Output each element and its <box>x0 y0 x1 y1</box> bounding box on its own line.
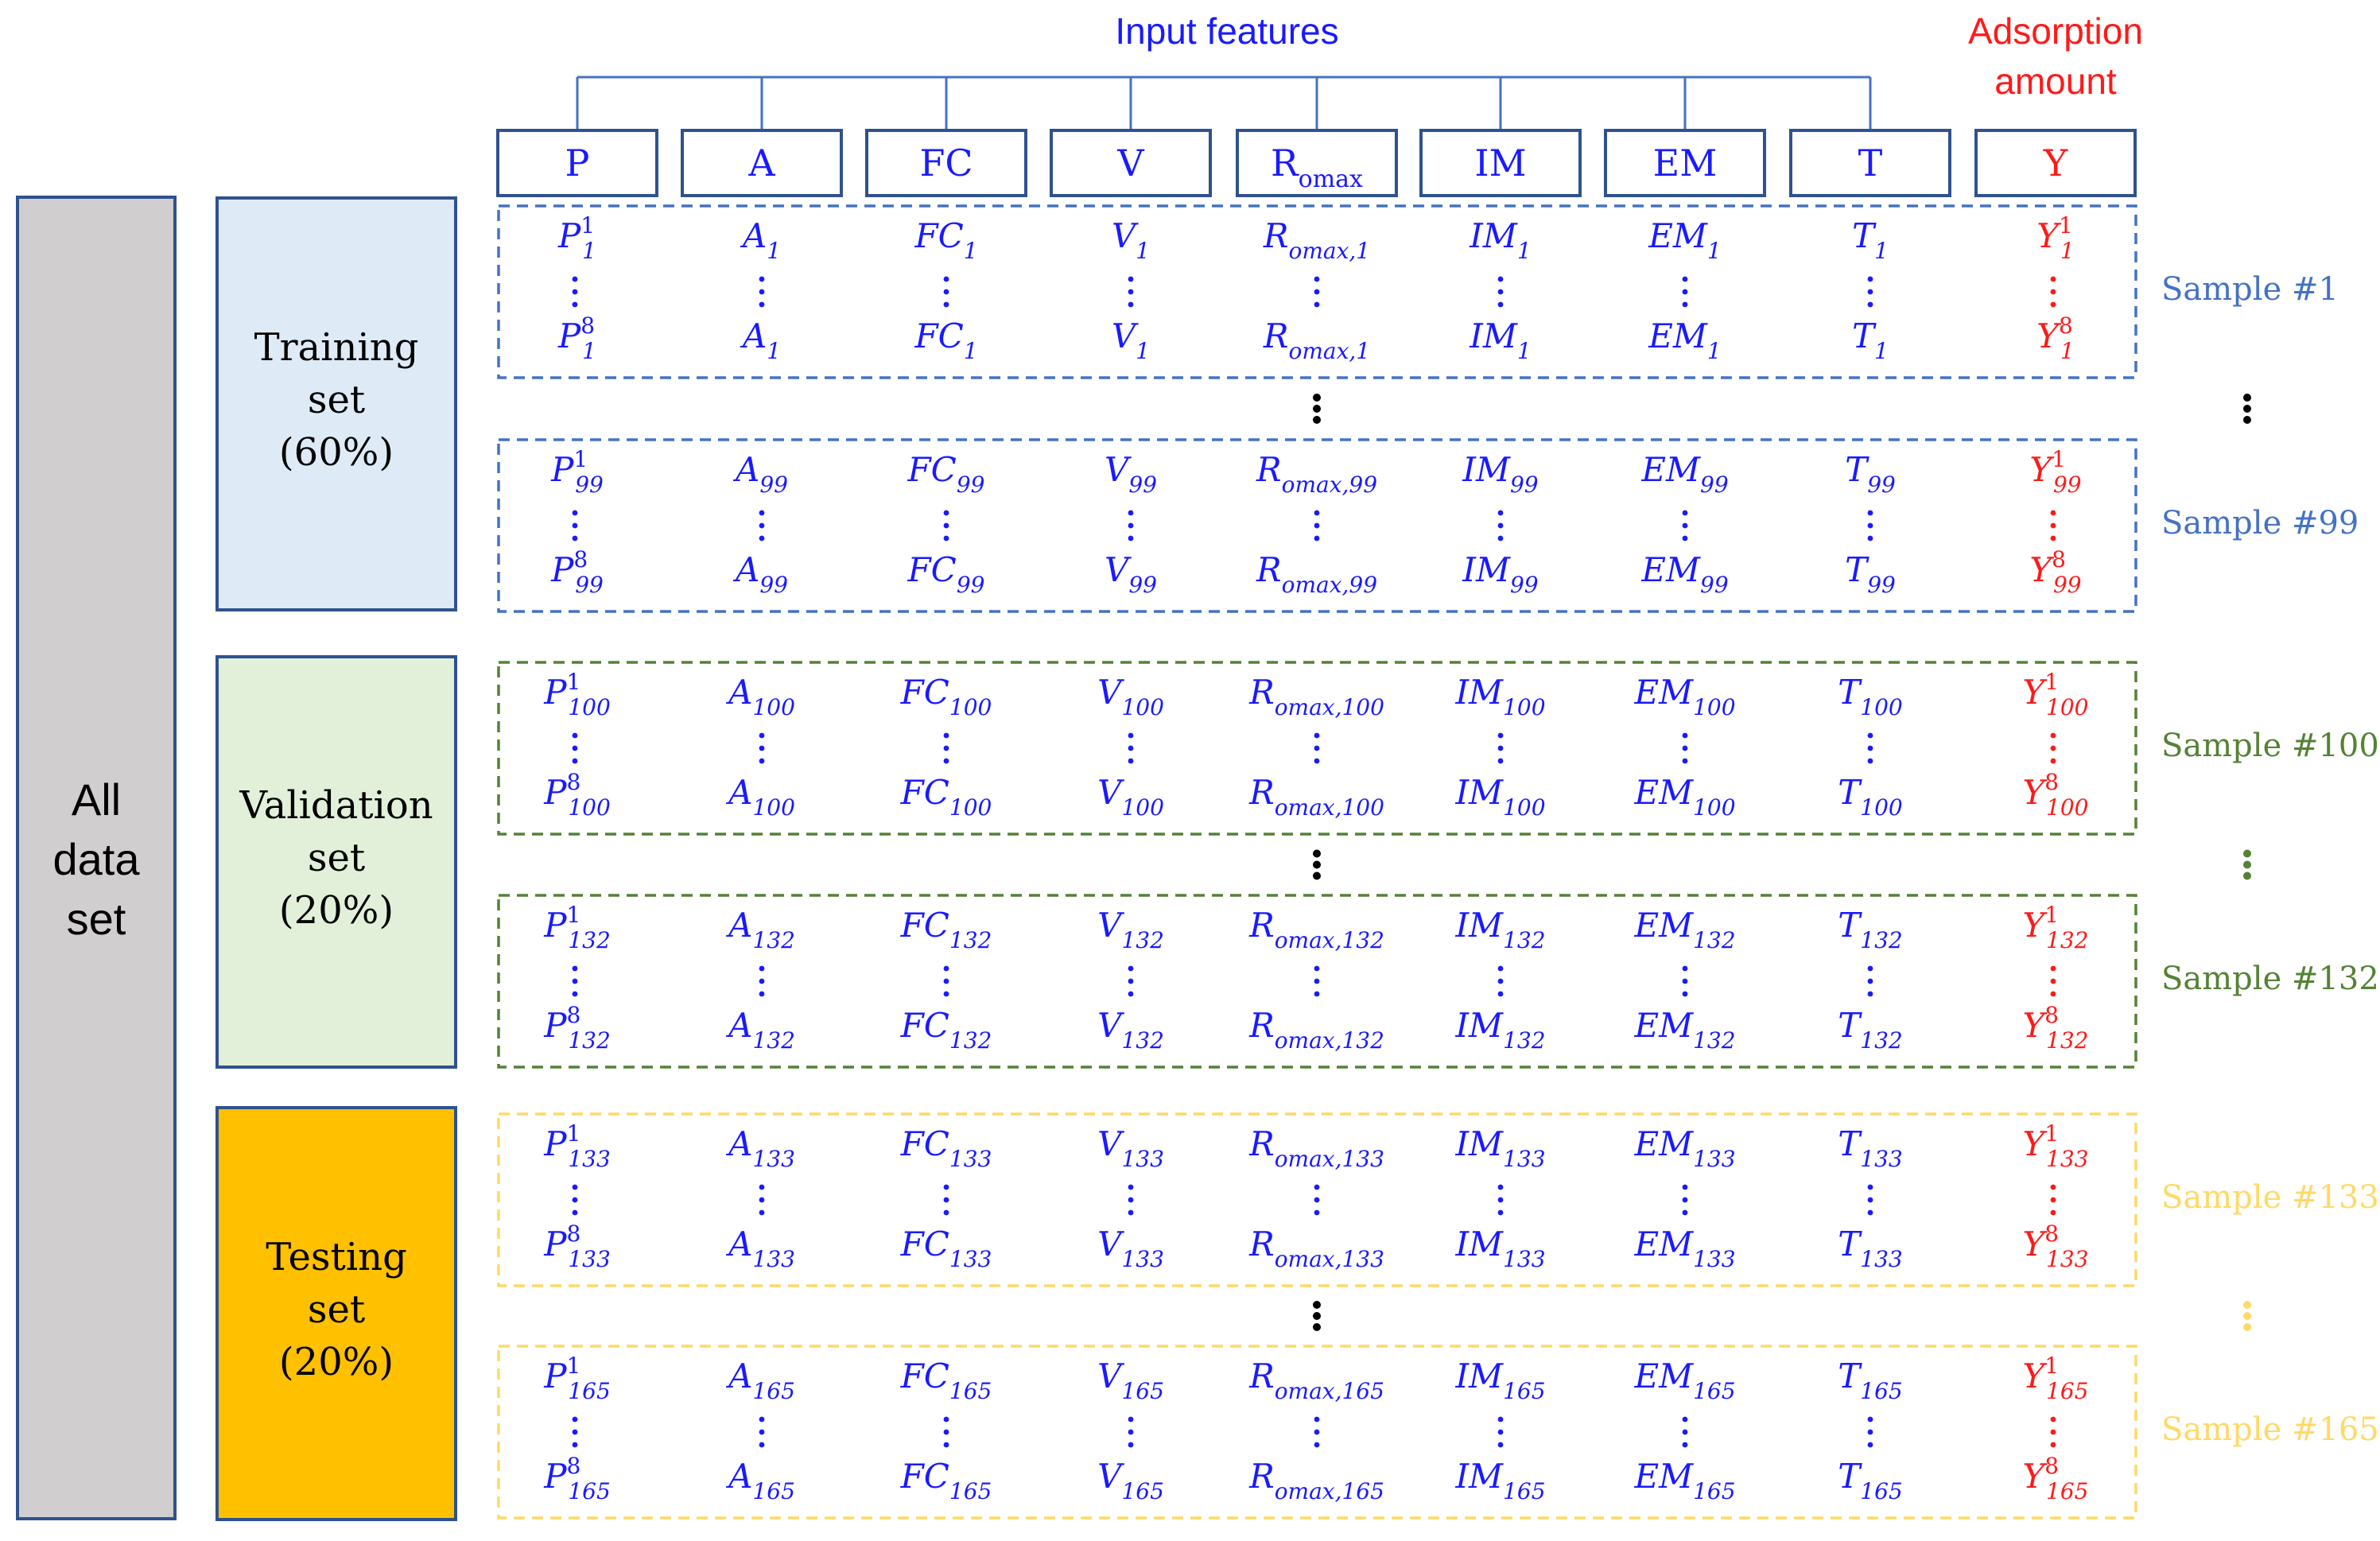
cell-v: $V_{99}$ <box>1105 550 1157 598</box>
cell-y: $Y^8$ 1 <box>2036 312 2075 364</box>
cell-im: $IM_{100}$ <box>1455 673 1546 720</box>
cell-fc: $FC_1$ <box>914 216 978 264</box>
input-features-title: Input features <box>1115 10 1339 52</box>
cell-ellipsis <box>2051 1417 2056 1448</box>
cell-a: $A_{132}$ <box>728 906 795 953</box>
input-features-bracket <box>577 77 1870 130</box>
cell-im: $IM_{165}$ <box>1455 1457 1546 1504</box>
cell-em: $EM_{133}$ <box>1634 1225 1736 1272</box>
cell-ellipsis <box>1128 1185 1134 1216</box>
cell-fc: $FC_1$ <box>914 316 978 364</box>
cell-t: $T_{100}$ <box>1838 773 1903 821</box>
sample-group-132 <box>499 895 2379 1067</box>
cell-ellipsis <box>1498 277 1504 308</box>
cell-ellipsis <box>573 510 578 541</box>
cell-ellipsis <box>1314 277 1320 308</box>
cell-ellipsis <box>573 277 578 308</box>
sample-groups <box>499 206 2379 1518</box>
cell-ellipsis <box>944 1417 949 1448</box>
cell-ellipsis <box>1868 1185 1873 1216</box>
cell-p: $P^1$ 132 <box>544 902 611 953</box>
sample-label: Sample #133 <box>2161 1179 2379 1216</box>
cell-a: $A_{132}$ <box>728 1006 795 1054</box>
column-header-p <box>498 130 657 196</box>
cell-y: $Y^8$ 165 <box>2022 1453 2089 1504</box>
cell-t: $T_{132}$ <box>1838 1006 1903 1054</box>
cell-t: $T_{132}$ <box>1838 906 1903 953</box>
cell-romax: $R_{omax,100}$ <box>1249 773 1384 821</box>
set-box-training <box>217 198 456 610</box>
column-headers <box>498 130 2135 196</box>
cell-ellipsis <box>1498 1417 1504 1448</box>
set-label-line: set <box>307 1287 366 1332</box>
cell-romax: $R_{omax,132}$ <box>1249 906 1384 953</box>
cell-t: $T_{133}$ <box>1838 1225 1903 1272</box>
set-label-line: Validation <box>239 783 433 828</box>
cell-em: $EM_{99}$ <box>1641 550 1729 598</box>
set-label-line: (20%) <box>278 888 394 933</box>
cell-p: $P^1$ 165 <box>544 1353 611 1404</box>
all-dataset-label-line2: data <box>52 834 140 884</box>
cell-ellipsis <box>759 1185 765 1216</box>
sample-label: Sample #165 <box>2161 1411 2379 1448</box>
cell-romax: $R_{omax,1}$ <box>1263 316 1371 364</box>
cell-y: $Y^1$ 1 <box>2036 212 2075 264</box>
cell-y: $Y^1$ 100 <box>2022 669 2089 720</box>
cell-ellipsis <box>1314 510 1320 541</box>
column-header-label: A <box>748 142 775 184</box>
cell-im: $IM_{133}$ <box>1455 1124 1546 1172</box>
sample-label-ellipsis <box>2243 1301 2251 1331</box>
cell-romax: $R_{omax,99}$ <box>1256 550 1378 598</box>
column-header-label: IM <box>1474 142 1527 184</box>
sample-label: Sample #99 <box>2161 505 2359 541</box>
set-box-validation <box>217 657 456 1067</box>
cell-p: $P^8$ 165 <box>544 1453 611 1504</box>
cell-ellipsis <box>1683 966 1688 997</box>
cell-v: $V_{133}$ <box>1097 1225 1164 1272</box>
cell-fc: $FC_{165}$ <box>900 1357 992 1404</box>
set-boxes <box>217 198 456 1520</box>
cell-p: $P^8$ 1 <box>558 312 596 364</box>
cell-y: $Y^1$ 165 <box>2022 1353 2089 1404</box>
cell-p: $P^8$ 99 <box>551 546 604 598</box>
column-header-label: V <box>1117 142 1144 184</box>
cell-ellipsis <box>1683 277 1688 308</box>
cell-im: $IM_{132}$ <box>1455 906 1546 953</box>
cell-ellipsis <box>573 1185 578 1216</box>
cell-a: $A_{100}$ <box>728 773 795 821</box>
cell-v: $V_{165}$ <box>1097 1357 1164 1404</box>
sample-label: Sample #1 <box>2161 271 2339 308</box>
cell-a: $A_{165}$ <box>728 1457 795 1504</box>
cell-romax: $R_{omax,1}$ <box>1263 216 1371 264</box>
cell-ellipsis <box>759 733 765 764</box>
cell-fc: $FC_{100}$ <box>900 773 992 821</box>
column-header-label: $R_{omax}$ <box>1271 142 1363 193</box>
cell-y: $Y^8$ 133 <box>2022 1221 2089 1272</box>
cell-em: $EM_{133}$ <box>1634 1124 1736 1172</box>
adsorption-title-line1: Adsorption <box>1968 10 2143 52</box>
sample-group-1 <box>499 206 2339 378</box>
cell-ellipsis <box>2051 966 2056 997</box>
cell-v: $V_{132}$ <box>1097 906 1164 953</box>
cell-y: $Y^1$ 132 <box>2022 902 2089 953</box>
cell-a: $A_{99}$ <box>736 450 788 498</box>
cell-t: $T_{133}$ <box>1838 1124 1903 1172</box>
cell-ellipsis <box>944 966 949 997</box>
cell-ellipsis <box>1314 966 1320 997</box>
cell-ellipsis <box>1868 733 1873 764</box>
cell-a: $A_1$ <box>742 216 782 264</box>
cell-y: $Y^8$ 100 <box>2022 769 2089 821</box>
cell-p: $P^1$ 1 <box>558 212 596 264</box>
cell-ellipsis <box>1314 1185 1320 1216</box>
cell-ellipsis <box>1498 510 1504 541</box>
set-label-line: set <box>307 378 366 422</box>
set-label-line: Testing <box>266 1235 407 1279</box>
cell-v: $V_1$ <box>1111 316 1151 364</box>
cell-romax: $R_{omax,99}$ <box>1256 450 1378 498</box>
cell-romax: $R_{omax,165}$ <box>1249 1357 1384 1404</box>
column-header-fc <box>867 130 1026 196</box>
all-dataset-label-line3: set <box>66 894 126 944</box>
group-ellipsis <box>1313 394 1321 424</box>
cell-romax: $R_{omax,132}$ <box>1249 1006 1384 1054</box>
group-ellipsis <box>1313 850 1321 880</box>
cell-ellipsis <box>759 510 765 541</box>
cell-fc: $FC_{100}$ <box>900 673 992 720</box>
cell-fc: $FC_{132}$ <box>900 1006 992 1054</box>
all-dataset-box <box>17 197 175 1519</box>
column-header-label: P <box>565 142 590 184</box>
column-header-label: EM <box>1652 142 1718 184</box>
cell-ellipsis <box>2051 510 2056 541</box>
set-label-line: set <box>307 836 366 880</box>
sample-label-ellipsis <box>2243 394 2251 424</box>
cell-ellipsis <box>2051 1185 2056 1216</box>
cell-a: $A_{99}$ <box>736 550 788 598</box>
cell-t: $T_{99}$ <box>1845 550 1896 598</box>
cell-ellipsis <box>944 510 949 541</box>
sample-group-99 <box>499 440 2359 611</box>
sample-group-133 <box>499 1114 2379 1286</box>
column-header-label: T <box>1858 142 1883 184</box>
cell-t: $T_{100}$ <box>1838 673 1903 720</box>
cell-romax: $R_{omax,133}$ <box>1249 1225 1384 1272</box>
cell-ellipsis <box>1498 733 1504 764</box>
all-dataset-label-line1: All <box>71 774 122 825</box>
cell-ellipsis <box>1128 510 1134 541</box>
cell-p: $P^8$ 100 <box>544 769 611 821</box>
cell-a: $A_{100}$ <box>728 673 795 720</box>
cell-v: $V_{99}$ <box>1105 450 1157 498</box>
cell-a: $A_{165}$ <box>728 1357 795 1404</box>
cell-ellipsis <box>1314 1417 1320 1448</box>
cell-fc: $FC_{133}$ <box>900 1225 992 1272</box>
cell-t: $T_1$ <box>1852 316 1889 364</box>
cell-im: $IM_{100}$ <box>1455 773 1546 821</box>
sample-group-100 <box>499 662 2379 834</box>
cell-fc: $FC_{133}$ <box>900 1124 992 1172</box>
cell-ellipsis <box>1683 733 1688 764</box>
cell-im: $IM_{99}$ <box>1462 450 1539 498</box>
cell-em: $EM_{132}$ <box>1634 906 1736 953</box>
cell-romax: $R_{omax,100}$ <box>1249 673 1384 720</box>
cell-p: $P^8$ 132 <box>544 1002 611 1054</box>
cell-ellipsis <box>759 1417 765 1448</box>
cell-ellipsis <box>1868 1417 1873 1448</box>
cell-ellipsis <box>1868 510 1873 541</box>
cell-a: $A_{133}$ <box>728 1225 795 1272</box>
column-header-label: FC <box>919 142 973 184</box>
cell-ellipsis <box>1498 966 1504 997</box>
sample-label-ellipsis <box>2243 850 2251 880</box>
column-header-v <box>1051 130 1210 196</box>
cell-y: $Y^1$ 133 <box>2022 1120 2089 1172</box>
cell-a: $A_1$ <box>742 316 782 364</box>
cell-ellipsis <box>1683 510 1688 541</box>
cell-em: $EM_{165}$ <box>1634 1457 1736 1504</box>
column-header-im <box>1421 130 1580 196</box>
cell-ellipsis <box>1128 966 1134 997</box>
column-header-a <box>682 130 841 196</box>
cell-v: $V_{132}$ <box>1097 1006 1164 1054</box>
cell-y: $Y^8$ 99 <box>2029 546 2082 598</box>
cell-romax: $R_{omax,133}$ <box>1249 1124 1384 1172</box>
column-header-em <box>1605 130 1765 196</box>
cell-v: $V_{100}$ <box>1097 673 1164 720</box>
cell-ellipsis <box>944 1185 949 1216</box>
set-box-testing <box>217 1108 456 1520</box>
column-header-label: Y <box>2043 142 2068 184</box>
cell-ellipsis <box>1128 733 1134 764</box>
group-ellipsis <box>1313 1301 1321 1331</box>
cell-ellipsis <box>573 1417 578 1448</box>
cell-romax: $R_{omax,165}$ <box>1249 1457 1384 1504</box>
cell-fc: $FC_{165}$ <box>900 1457 992 1504</box>
cell-t: $T_{99}$ <box>1845 450 1896 498</box>
cell-ellipsis <box>1683 1417 1688 1448</box>
cell-a: $A_{133}$ <box>728 1124 795 1172</box>
adsorption-title-line2: amount <box>1994 60 2117 102</box>
cell-ellipsis <box>759 277 765 308</box>
cell-ellipsis <box>759 966 765 997</box>
cell-p: $P^1$ 100 <box>544 669 611 720</box>
cell-em: $EM_1$ <box>1648 316 1722 364</box>
column-header-t <box>1791 130 1950 196</box>
cell-ellipsis <box>944 733 949 764</box>
cell-t: $T_{165}$ <box>1838 1357 1903 1404</box>
cell-ellipsis <box>1128 1417 1134 1448</box>
cell-ellipsis <box>1314 733 1320 764</box>
cell-ellipsis <box>1868 966 1873 997</box>
cell-im: $IM_{99}$ <box>1462 550 1539 598</box>
cell-v: $V_{100}$ <box>1097 773 1164 821</box>
cell-im: $IM_1$ <box>1470 216 1532 264</box>
cell-ellipsis <box>1128 277 1134 308</box>
cell-im: $IM_{133}$ <box>1455 1225 1546 1272</box>
cell-em: $EM_{165}$ <box>1634 1357 1736 1404</box>
cell-p: $P^1$ 99 <box>551 446 604 498</box>
column-header-romax <box>1237 130 1396 196</box>
cell-v: $V_{165}$ <box>1097 1457 1164 1504</box>
cell-ellipsis <box>573 966 578 997</box>
cell-em: $EM_{100}$ <box>1634 673 1736 720</box>
cell-p: $P^1$ 133 <box>544 1120 611 1172</box>
cell-ellipsis <box>1683 1185 1688 1216</box>
column-header-y <box>1976 130 2135 196</box>
cell-em: $EM_1$ <box>1648 216 1722 264</box>
cell-t: $T_{165}$ <box>1838 1457 1903 1504</box>
cell-ellipsis <box>1498 1185 1504 1216</box>
cell-im: $IM_{165}$ <box>1455 1357 1546 1404</box>
sample-label: Sample #132 <box>2161 961 2379 997</box>
cell-y: $Y^1$ 99 <box>2029 446 2082 498</box>
cell-im: $IM_1$ <box>1470 316 1532 364</box>
sample-label: Sample #100 <box>2161 728 2379 764</box>
set-label-line: Training <box>254 325 419 370</box>
cell-y: $Y^8$ 132 <box>2022 1002 2089 1054</box>
cell-em: $EM_{99}$ <box>1641 450 1729 498</box>
cell-t: $T_1$ <box>1852 216 1889 264</box>
set-label-line: (60%) <box>278 430 394 475</box>
cell-v: $V_{133}$ <box>1097 1124 1164 1172</box>
cell-ellipsis <box>573 733 578 764</box>
cell-im: $IM_{132}$ <box>1455 1006 1546 1054</box>
cell-ellipsis <box>2051 733 2056 764</box>
cell-fc: $FC_{99}$ <box>907 450 985 498</box>
cell-fc: $FC_{99}$ <box>907 550 985 598</box>
cell-v: $V_1$ <box>1111 216 1151 264</box>
cell-ellipsis <box>2051 277 2056 308</box>
cell-ellipsis <box>1868 277 1873 308</box>
cell-em: $EM_{100}$ <box>1634 773 1736 821</box>
set-label-line: (20%) <box>278 1340 394 1384</box>
cell-fc: $FC_{132}$ <box>900 906 992 953</box>
cell-em: $EM_{132}$ <box>1634 1006 1736 1054</box>
cell-p: $P^8$ 133 <box>544 1221 611 1272</box>
cell-ellipsis <box>944 277 949 308</box>
sample-group-165 <box>499 1346 2379 1518</box>
